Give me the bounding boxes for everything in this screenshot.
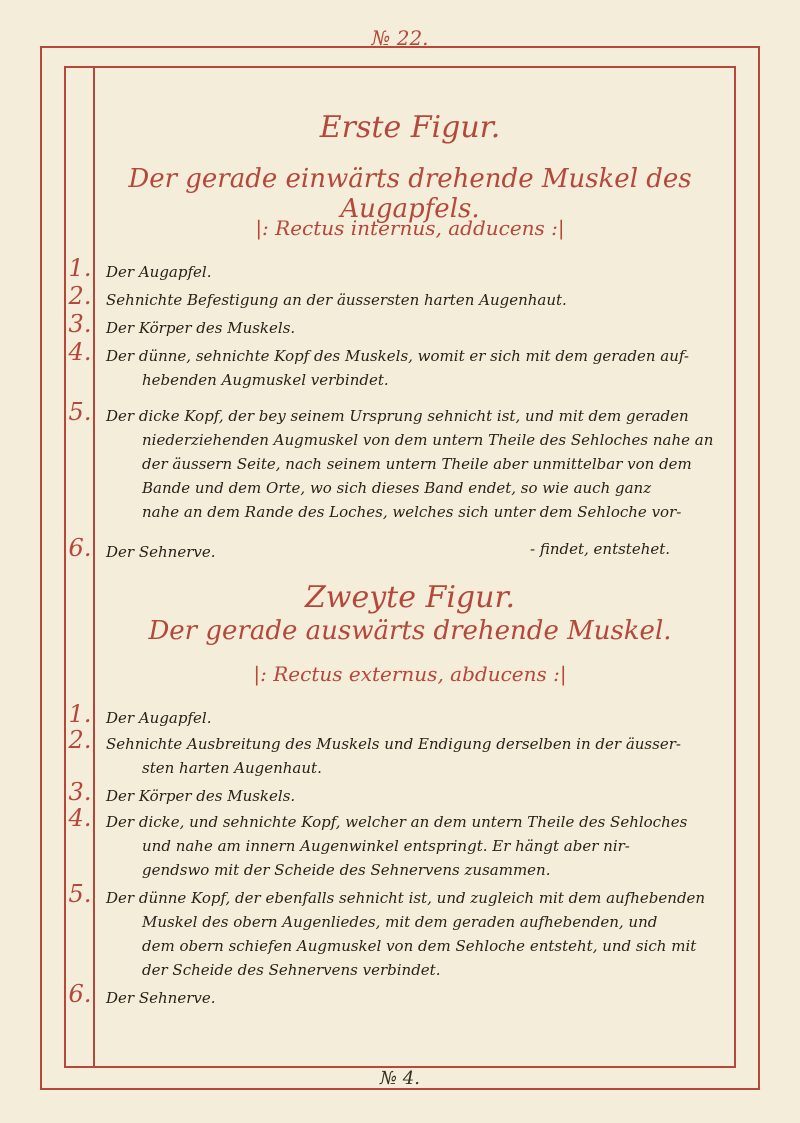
entry-number: 6. (68, 980, 92, 1008)
entry-number: 4. (68, 338, 92, 366)
entry-line: Der Körper des Muskels. (106, 787, 296, 805)
entry-number: 2. (68, 726, 92, 754)
figure1-title: Der gerade einwärts drehende Muskel des Augapfels. (128, 164, 692, 224)
entry-number: 1. (68, 254, 92, 282)
entry-line: Bande und dem Orte, wo sich dieses Band endet, so wie auch ganz (142, 479, 652, 497)
entry-line: Der Sehnerve. (106, 543, 216, 561)
sheet-number: № 22. (371, 26, 429, 50)
entry-line: niederziehenden Augmuskel von dem untern Theile des Sehloches nahe an (142, 431, 714, 449)
margin-rule (93, 66, 95, 1068)
entry-line: Der Sehnerve. (106, 989, 216, 1007)
entry-number: 4. (68, 804, 92, 832)
entry-line: und nahe am innern Augenwinkel entspringt. Er hängt aber nir- (142, 837, 630, 855)
entry-line: gendswo mit der Scheide des Sehnervens zusammen. (142, 861, 551, 879)
figure2-latin: |: Rectus externus, abducens :| (253, 662, 567, 686)
figure1-heading: Erste Figur. (319, 110, 501, 145)
entry-number: 2. (68, 282, 92, 310)
figure2-title: Der gerade auswärts drehende Muskel. (148, 616, 672, 646)
entry-line: Sehnichte Ausbreitung des Muskels und Endigung derselben in der äusser- (106, 735, 681, 753)
entry-line: Der dicke, und sehnichte Kopf, welcher an dem untern Theile des Sehloches (106, 813, 688, 831)
entry-line: Der Körper des Muskels. (106, 319, 296, 337)
entry-line: nahe an dem Rande des Loches, welches sich unter dem Sehloche vor- (142, 503, 682, 521)
entry-line: Der dünne, sehnichte Kopf des Muskels, womit er sich mit dem geraden auf- (106, 347, 689, 365)
plate-number: № 4. (380, 1068, 420, 1089)
entry-number: 5. (68, 880, 92, 908)
entry-line: Muskel des obern Augenliedes, mit dem geraden aufhebenden, und (142, 913, 658, 931)
entry-line: Der dünne Kopf, der ebenfalls sehnicht ist, und zugleich mit dem aufhebenden (106, 889, 706, 907)
entry-line: dem obern schiefen Augmuskel von dem Sehloche entsteht, und sich mit (142, 937, 697, 955)
entry-line: Der Augapfel. (106, 709, 212, 727)
figure1-latin: |: Rectus internus, adducens :| (255, 216, 565, 240)
entry-line: sten harten Augenhaut. (142, 759, 322, 777)
entry-line: der Scheide des Sehnervens verbindet. (142, 961, 441, 979)
entry-line: hebenden Augmuskel verbindet. (142, 371, 389, 389)
entry-number: 1. (68, 700, 92, 728)
entry-continuation: - findet, entstehet. (530, 540, 671, 558)
figure2-heading: Zweyte Figur. (304, 580, 516, 615)
entry-number: 3. (68, 310, 92, 338)
entry-number: 5. (68, 398, 92, 426)
entry-line: Der dicke Kopf, der bey seinem Ursprung sehnicht ist, und mit dem geraden (106, 407, 689, 425)
entry-number: 3. (68, 778, 92, 806)
entry-line: der äussern Seite, nach seinem untern Theile aber unmittelbar von dem (142, 455, 692, 473)
entry-number: 6. (68, 534, 92, 562)
entry-line: Sehnichte Befestigung an der äussersten harten Augenhaut. (106, 291, 567, 309)
entry-line: Der Augapfel. (106, 263, 212, 281)
